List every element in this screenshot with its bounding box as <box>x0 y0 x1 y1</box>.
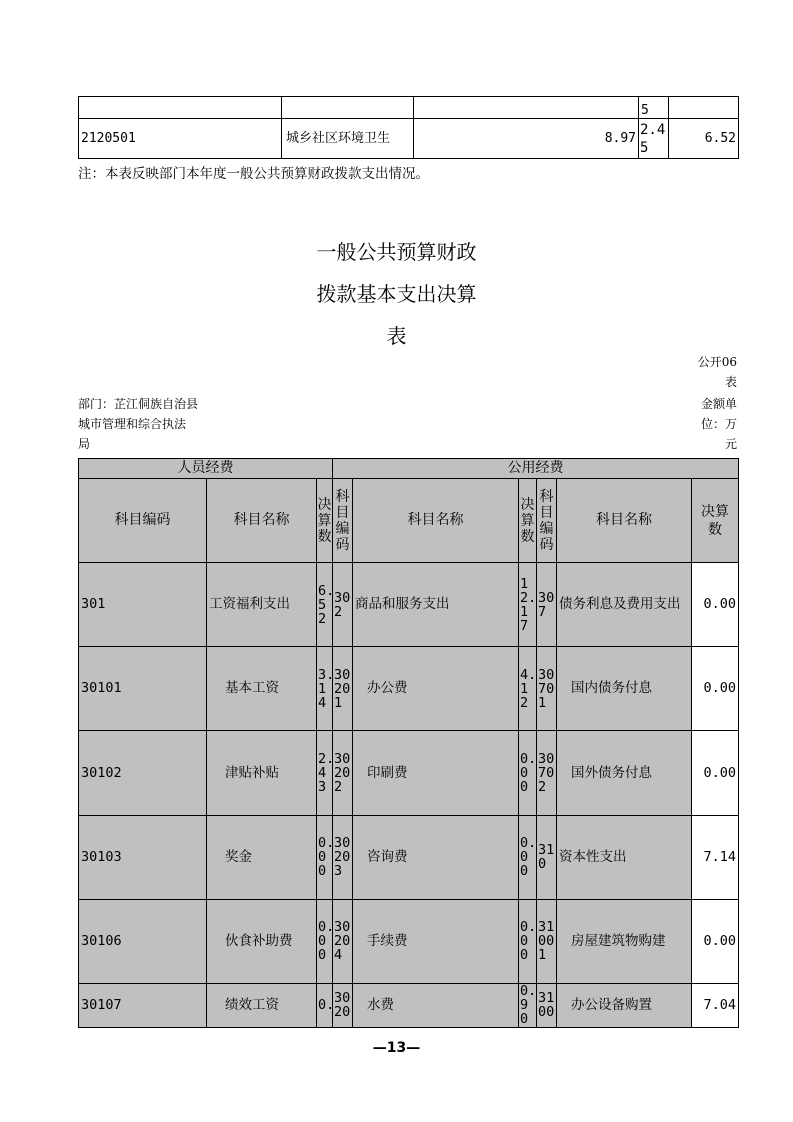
personnel-code: 30101 <box>79 647 207 731</box>
col-header-name: 科目名称 <box>353 479 519 563</box>
unit-label <box>701 394 737 454</box>
public-name: 手续费 <box>353 899 519 983</box>
group-header-personnel: 人员经费 <box>79 459 333 479</box>
personnel-code: 30102 <box>79 731 207 815</box>
table-row <box>79 899 739 983</box>
page-title-line-1: 一般公共预算财政 <box>316 240 477 264</box>
personnel-code: 301 <box>79 563 207 647</box>
personnel-amount: 0.00 <box>317 899 333 983</box>
public-amount-2: 7.04 <box>692 983 739 1027</box>
personnel-name: 奖金 <box>207 815 317 899</box>
table-row <box>79 983 739 1027</box>
public-name-2: 国外债务付息 <box>557 731 692 815</box>
department-line: 局 <box>78 437 91 451</box>
public-code-2: 31001 <box>537 899 557 983</box>
table-row <box>79 731 739 815</box>
table-row <box>79 97 739 119</box>
personnel-name: 工资福利支出 <box>207 563 317 647</box>
unit-line: 位：万 <box>700 417 737 431</box>
public-name-2: 办公设备购置 <box>557 983 692 1027</box>
public-amount-2: 0.00 <box>692 899 739 983</box>
row-narrow-value: 5 <box>639 97 669 119</box>
personnel-name: 基本工资 <box>207 647 317 731</box>
unit-line: 金额单 <box>700 397 737 411</box>
form-number-line: 公开06 <box>697 355 737 369</box>
personnel-code: 30103 <box>79 815 207 899</box>
col-header-code-narrow: 科目编码 <box>537 479 557 563</box>
public-amount: 0.90 <box>520 983 537 1028</box>
table-row <box>79 563 739 647</box>
public-code: 30203 <box>333 815 353 899</box>
public-name-2: 国内债务付息 <box>557 647 692 731</box>
col-header-amount: 决算数 <box>519 479 537 563</box>
personnel-amount: 0. <box>317 983 333 1027</box>
previous-table-continuation <box>78 96 739 159</box>
table-note: 注：本表反映部门本年度一般公共预算财政拨款支出情况。 <box>78 166 429 182</box>
row-code <box>79 97 282 119</box>
personnel-amount: 0.00 <box>317 815 333 899</box>
public-name-2: 资本性支出 <box>557 815 692 899</box>
public-name-2: 房屋建筑物购建 <box>557 899 692 983</box>
col-header-amount: 决算数 <box>317 479 333 563</box>
public-name: 咨询费 <box>353 815 519 899</box>
public-amount-2: 0.00 <box>692 563 739 647</box>
public-code-2: 3100 <box>537 983 557 1027</box>
public-amount-2: 0.00 <box>692 647 739 731</box>
public-amount: 12.17 <box>519 563 537 647</box>
group-header-public: 公用经费 <box>333 459 739 479</box>
public-code: 30202 <box>333 731 353 815</box>
table-row <box>79 119 739 159</box>
group-header-row <box>79 459 739 479</box>
column-header-row <box>79 479 739 563</box>
department-label <box>78 394 198 454</box>
form-number-line: 表 <box>724 375 737 389</box>
department-line: 城市管理和综合执法 <box>78 417 187 431</box>
col-header-code-narrow: 科目编码 <box>333 479 353 563</box>
personnel-code: 30107 <box>79 983 207 1027</box>
public-name: 印刷费 <box>353 731 519 815</box>
public-code: 30204 <box>333 899 353 983</box>
personnel-amount: 3.14 <box>317 647 333 731</box>
personnel-amount: 2.43 <box>317 731 333 815</box>
public-amount-2: 0.00 <box>692 731 739 815</box>
page-title-line-3: 表 <box>386 324 407 348</box>
form-number <box>698 352 737 392</box>
personnel-name: 津贴补贴 <box>207 731 317 815</box>
col-header-name: 科目名称 <box>557 479 692 563</box>
personnel-code: 30106 <box>79 899 207 983</box>
personnel-name: 伙食补助费 <box>207 899 317 983</box>
personnel-amount: 6.52 <box>317 563 333 647</box>
public-name: 水费 <box>353 983 519 1027</box>
public-name: 办公费 <box>353 647 519 731</box>
col-header-amount: 决算数 <box>692 479 739 563</box>
public-amount-2: 7.14 <box>692 815 739 899</box>
department-line: 部门：芷江侗族自治县 <box>78 397 199 411</box>
table-row <box>79 815 739 899</box>
row-name <box>282 97 414 119</box>
public-code-2: 30701 <box>537 647 557 731</box>
col-header-name: 科目名称 <box>207 479 317 563</box>
col-header-code: 科目编码 <box>79 479 207 563</box>
public-code-2: 30702 <box>537 731 557 815</box>
row-amount: 8.97 <box>414 119 639 159</box>
unit-line: 元 <box>724 437 737 451</box>
personnel-name: 绩效工资 <box>207 983 317 1027</box>
public-amount: 4.12 <box>519 647 537 731</box>
public-name-2: 债务利息及费用支出 <box>557 563 692 647</box>
public-code-2: 310 <box>537 815 557 899</box>
page-title-line-2: 拨款基本支出决算 <box>316 282 477 306</box>
public-amount: 0.00 <box>519 815 537 899</box>
public-amount: 0.00 <box>519 731 537 815</box>
row-name: 城乡社区环境卫生 <box>282 119 414 159</box>
basic-expenditure-table <box>78 458 739 1028</box>
public-name: 商品和服务支出 <box>353 563 519 647</box>
row-narrow-value: 2.45 <box>639 119 669 159</box>
public-code-2: 307 <box>537 563 557 647</box>
public-code: 3020 <box>333 983 353 1027</box>
row-last: 6.52 <box>669 119 739 159</box>
row-amount <box>414 97 639 119</box>
table-row <box>79 647 739 731</box>
row-last <box>669 97 739 119</box>
public-code: 302 <box>333 563 353 647</box>
page-number: —13— <box>372 1040 421 1056</box>
public-amount: 0.00 <box>519 899 537 983</box>
public-code: 30201 <box>333 647 353 731</box>
row-code: 2120501 <box>79 119 282 159</box>
